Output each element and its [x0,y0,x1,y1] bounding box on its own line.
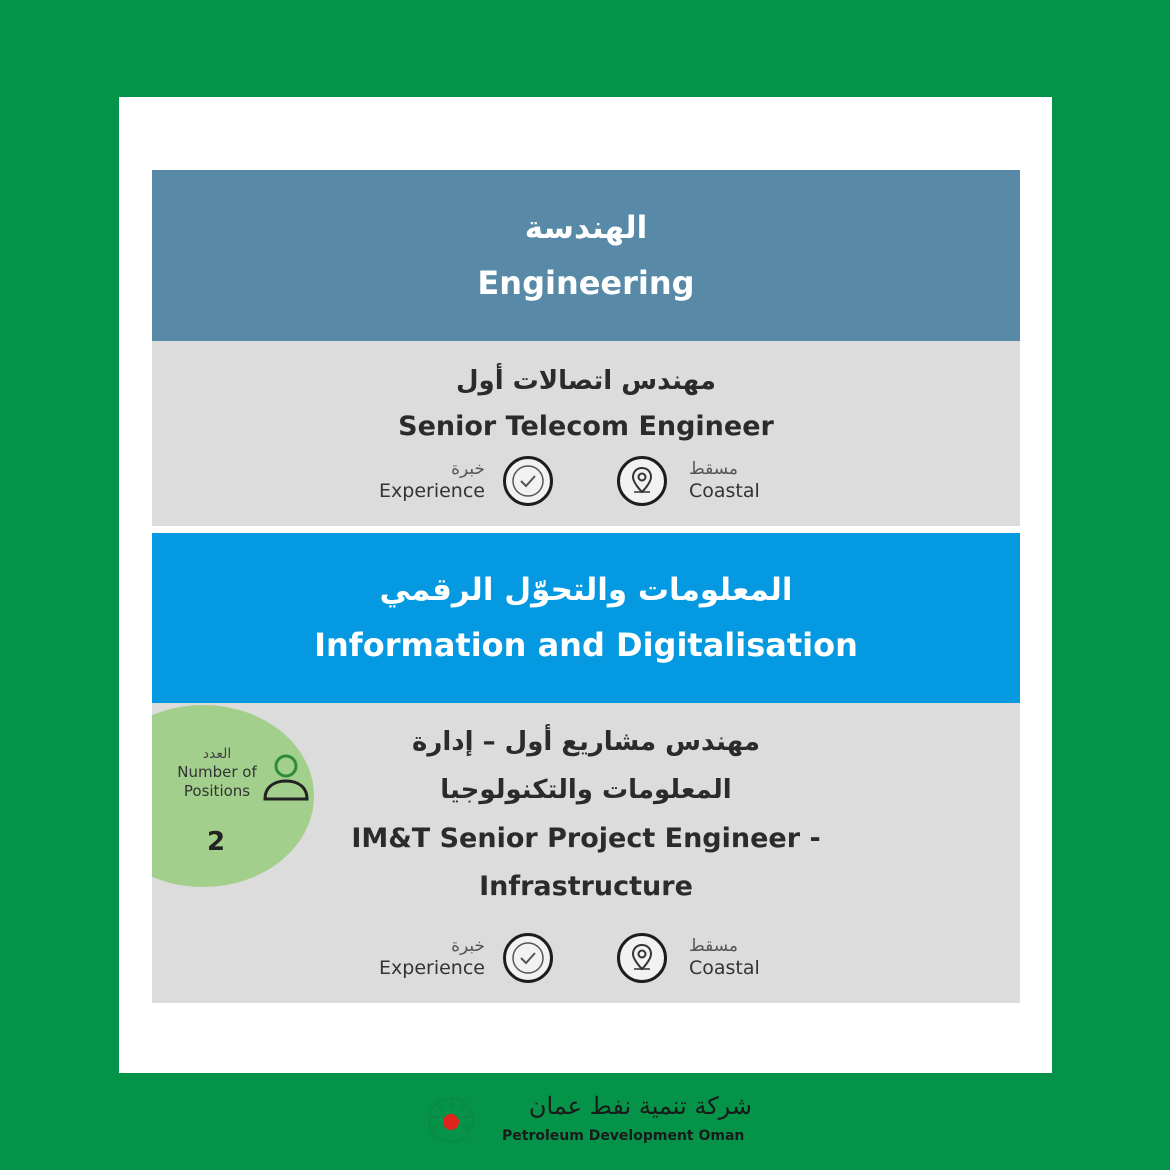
experience-label-en: Experience [379,480,485,502]
positions-label-en-2: Positions [183,782,251,800]
section-title-ar: الهندسة [524,209,648,246]
positions-label-en-1: Number of [177,763,257,781]
job-title-ar-line2: المعلومات والتكنولوجيا [440,775,732,805]
check-circle-icon [503,456,553,506]
job-title-en-line1: IM&T Senior Project Engineer - [351,823,821,854]
location-label-en: Coastal [689,957,760,979]
positions-count: 2 [206,827,226,857]
location-label [689,458,760,502]
experience-label [379,935,485,979]
job-meta [152,933,1020,993]
experience-label-en: Experience [379,957,485,979]
location-label-ar: مسقط [689,459,739,479]
job-card-senior-telecom-engineer [152,341,1020,526]
job-title-ar-line1: مهندس مشاريع أول – إدارة [412,727,760,757]
positions-label-ar: العدد [202,746,232,762]
job-title-en-line2: Infrastructure [479,871,693,902]
company-name-en: Petroleum Development Oman [502,1128,745,1144]
check-circle-icon [503,933,553,983]
location-label-en: Coastal [689,480,760,502]
section-title-ar: المعلومات والتحوّل الرقمي [379,572,793,608]
experience-label-ar: خبرة [451,936,485,956]
job-meta [152,456,1020,516]
experience-label [379,458,485,502]
section-title-en: Information and Digitalisation [314,626,858,664]
footer-logo [0,1090,1170,1150]
experience-label-ar: خبرة [451,459,485,479]
job-title-en: Senior Telecom Engineer [398,411,774,442]
location-label-ar: مسقط [689,936,739,956]
section-header-information [152,533,1020,703]
job-title-ar: مهندس اتصالات أول [455,366,717,396]
location-pin-icon [617,456,667,506]
section-header-engineering [152,170,1020,341]
location-pin-icon [617,933,667,983]
company-name-ar: شركة تنمية نفط عمان [528,1092,752,1120]
section-title-en: Engineering [477,263,695,302]
location-label [689,935,760,979]
job-card-imt-senior-project-engineer [152,703,1020,1003]
pdo-logo-icon [418,1094,484,1146]
